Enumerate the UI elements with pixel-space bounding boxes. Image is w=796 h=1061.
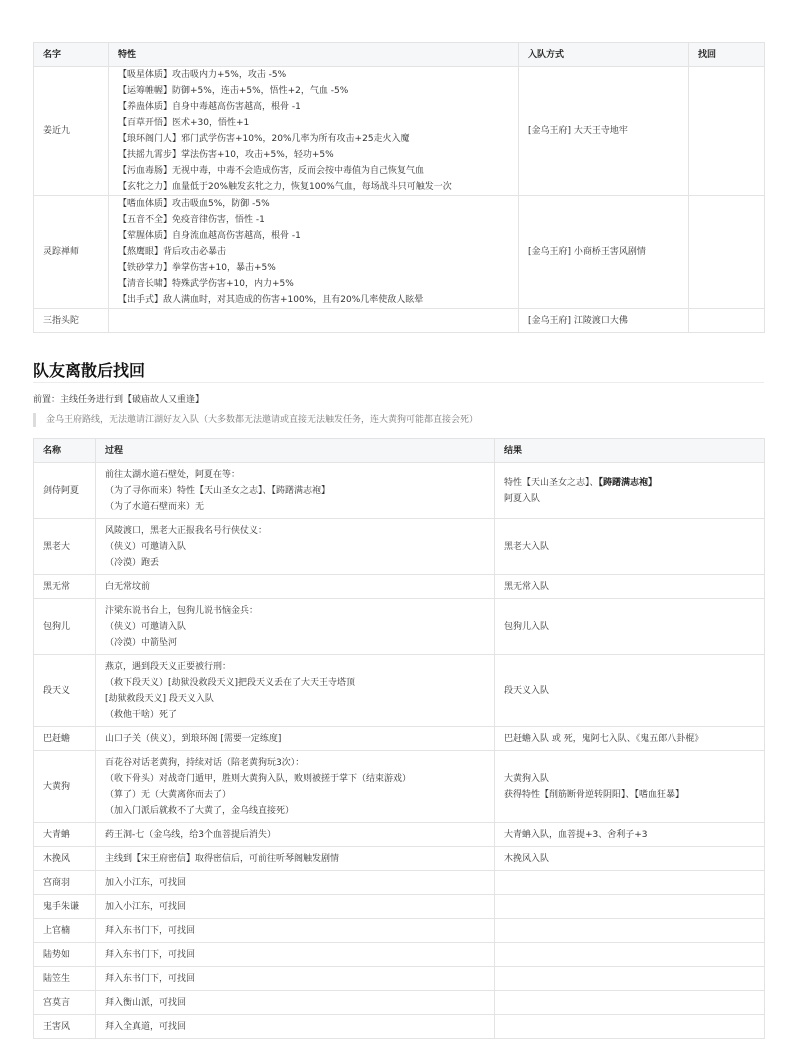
character-name: 段天义: [34, 655, 96, 727]
process-cell: [96, 575, 495, 599]
prerequisite-text: 前置：主线任务进行到【破庙故人又重逢】: [33, 395, 205, 405]
table-row: [34, 519, 765, 575]
table-row: [34, 919, 765, 943]
process-cell: [96, 895, 495, 919]
trait-item: 【吸星体质】攻击吸内力+5%，攻击 -5%: [118, 70, 287, 80]
process-line: 山口子关（侠义），到琅环阁 [需要一定练度]: [105, 733, 282, 744]
result-cell: [495, 727, 765, 751]
process-line: 拜入东书门下，可找回: [105, 925, 196, 936]
character-name: 姜近九: [34, 67, 109, 196]
result-bold: 【踌躇满志袍】: [598, 477, 658, 488]
process-line: 加入小江东，可找回: [105, 877, 187, 888]
table-row: [34, 727, 765, 751]
process-line: 拜入东书门下，可找回: [105, 973, 196, 984]
table-header-row: [34, 43, 765, 67]
character-name: 包狗儿: [34, 599, 96, 655]
process-line: 加入小江东，可找回: [105, 901, 187, 912]
trait-item: 【养蛊体质】自身中毒越高伤害越高，根骨 -1: [118, 102, 301, 112]
process-cell: [96, 463, 495, 519]
process-line: （侠义）可邀请入队: [105, 541, 187, 552]
recruit-table: [33, 42, 765, 333]
process-cell: [96, 919, 495, 943]
process-cell: [96, 871, 495, 895]
character-name: 大黄狗: [34, 751, 96, 823]
process-cell: [96, 751, 495, 823]
table-row: [34, 1015, 765, 1039]
result-cell: [495, 575, 765, 599]
process-line: （冷漠）中箭坠河: [105, 637, 178, 648]
character-name: 黑老大: [34, 519, 96, 575]
join-method: [金乌王府] 江陵渡口大佛: [519, 309, 689, 333]
trait-item: 【琅环阁门人】邪门武学伤害+10%，20%几率为所有攻击+25走火入魔: [118, 134, 410, 144]
result-cell: [495, 871, 765, 895]
result-cell: [495, 519, 765, 575]
process-line: 前往太湖水道石壁处，阿夏在等：: [105, 469, 241, 480]
table-row: [34, 575, 765, 599]
process-line: [劫狱救段天义] 段天义入队: [105, 693, 214, 704]
process-cell: [96, 655, 495, 727]
table-row: [34, 823, 765, 847]
trait-item: 【铁砂掌力】拳掌伤害+10，暴击+5%: [118, 263, 276, 273]
trait-item: 【嗜血体质】攻击吸血5%，防御 -5%: [118, 199, 270, 209]
recover-table: [33, 438, 765, 1039]
process-cell: [96, 1015, 495, 1039]
result-line: 木挽风入队: [504, 853, 550, 864]
note-quote: 金乌王府路线，无法邀请江湖好友入队（大多数都无法邀请或直接无法触发任务，连大黄狗可能都直接会死）: [33, 413, 478, 427]
process-cell: [96, 943, 495, 967]
character-name: 鬼手朱谦: [34, 895, 96, 919]
result-cell: [495, 919, 765, 943]
recover-cell: [689, 67, 765, 196]
table-row: [34, 895, 765, 919]
result-cell: [495, 943, 765, 967]
trait-item: 【运筹帷幄】防御+5%，连击+5%，悟性+2，气血 -5%: [118, 86, 349, 96]
process-cell: [96, 847, 495, 871]
join-method: [金乌王府] 大天王寺地牢: [519, 67, 689, 196]
result-cell: [495, 991, 765, 1015]
table-row: [34, 967, 765, 991]
header-recover: 找回: [689, 43, 765, 67]
process-cell: [96, 519, 495, 575]
result-line: 大黄狗入队: [504, 773, 550, 784]
trait-item: 【玄牝之力】血量低于20%触发玄牝之力，恢复100%气血，每场战斗只可触发一次: [118, 182, 452, 192]
process-line: （为了水道石壁而来）无: [105, 501, 205, 512]
result-cell: [495, 847, 765, 871]
character-name: 剑侍阿夏: [34, 463, 96, 519]
character-name: 上官楠: [34, 919, 96, 943]
process-line: 燕京，遇到段天义正要被行刑：: [105, 661, 232, 672]
process-line: （冷漠）跑丢: [105, 557, 160, 568]
result-line: 阿夏入队: [504, 493, 541, 504]
character-name: 宫莫言: [34, 991, 96, 1015]
table-row: [34, 751, 765, 823]
character-name: 大青蚺: [34, 823, 96, 847]
result-line: 大青蚺入队，血菩提+3、舍利子+3: [504, 829, 648, 840]
result-cell: [495, 463, 765, 519]
table-header-row: [34, 439, 765, 463]
table-row: [34, 309, 765, 333]
trait-list: [109, 67, 519, 196]
process-line: （算了）无（大黄离你而去了）: [105, 789, 232, 800]
process-cell: [96, 727, 495, 751]
process-line: 拜入东书门下，可找回: [105, 949, 196, 960]
process-line: 拜入全真道，可找回: [105, 1021, 187, 1032]
table-row: [34, 943, 765, 967]
process-line: 风陵渡口，黑老大正报我名号行侠仗义：: [105, 525, 268, 536]
process-cell: [96, 823, 495, 847]
character-name: 灵踪禅师: [34, 196, 109, 309]
result-line: 段天义入队: [504, 685, 550, 696]
result-cell: [495, 655, 765, 727]
header-name: 名称: [34, 439, 96, 463]
result-cell: [495, 823, 765, 847]
process-line: （为了寻你而来）特性【天山圣女之志】、【踌躇满志袍】: [105, 485, 331, 496]
process-cell: [96, 967, 495, 991]
header-traits: 特性: [109, 43, 519, 67]
join-method: [金乌王府] 小商桥王害风剧情: [519, 196, 689, 309]
process-line: 汴梁东说书台上，包狗儿说书恼金兵：: [105, 605, 259, 616]
header-result: 结果: [495, 439, 765, 463]
trait-item: 【荤腥体质】自身流血越高伤害越高，根骨 -1: [118, 231, 301, 241]
section-title: 队友离散后找回: [33, 361, 146, 380]
table-row: [34, 847, 765, 871]
process-line: 主线到【宋王府密信】取得密信后，可前往听琴阁触发剧情: [105, 853, 340, 864]
trait-item: 【熬鹰眼】背后攻击必暴击: [118, 247, 227, 257]
process-line: （侠义）可邀请入队: [105, 621, 187, 632]
character-name: 陆势如: [34, 943, 96, 967]
header-process: 过程: [96, 439, 495, 463]
result-line: 黑老大入队: [504, 541, 550, 552]
table-row: [34, 871, 765, 895]
result-part: 特性【天山圣女之志】、: [504, 477, 599, 488]
result-cell: [495, 1015, 765, 1039]
result-cell: [495, 895, 765, 919]
result-line: 巴赶蟾入队 或 死，鬼阿七入队、《鬼五郎八卦棍》: [504, 733, 704, 744]
trait-item: 【出手式】敌人满血时，对其造成的伤害+100%，且有20%几率使敌人眩晕: [118, 295, 424, 305]
trait-item: 【扶摇九霄步】掌法伤害+10，攻击+5%，轻功+5%: [118, 150, 334, 160]
process-line: （收下骨头）对战奇门遁甲，胜则大黄狗入队，败则被搓于掌下（结束游戏）: [105, 773, 412, 784]
result-line: [504, 475, 755, 491]
character-name: 巴赶蟾: [34, 727, 96, 751]
process-line: （加入门派后就救不了大黄了，金乌线直接死）: [105, 805, 295, 816]
recover-cell: [689, 309, 765, 333]
process-line: 药王洞-七（金乌线，给3个血菩提后消失）: [105, 829, 276, 840]
table-row: [34, 196, 765, 309]
process-line: （救他干啥）死了: [105, 709, 178, 720]
trait-list: [109, 196, 519, 309]
process-line: 百花谷对话老黄狗，持续对话（陪老黄狗玩3次）：: [105, 757, 305, 768]
trait-item: 【清音长啸】特殊武学伤害+10，内力+5%: [118, 279, 294, 289]
character-name: 王害风: [34, 1015, 96, 1039]
trait-item: 【五音不全】免疫音律伤害，悟性 -1: [118, 215, 265, 225]
character-name: 三指头陀: [34, 309, 109, 333]
character-name: 陆笠生: [34, 967, 96, 991]
table-row: [34, 67, 765, 196]
header-join: 入队方式: [519, 43, 689, 67]
trait-item: 【百草开悟】医术+30，悟性+1: [118, 118, 250, 128]
process-line: 拜入衡山派，可找回: [105, 997, 187, 1008]
process-cell: [96, 991, 495, 1015]
result-cell: [495, 599, 765, 655]
character-name: 黑无常: [34, 575, 96, 599]
result-cell: [495, 967, 765, 991]
divider: [33, 382, 764, 383]
result-line: 获得特性【削筋断骨逆转阴阳】、【嗜血狂暴】: [504, 789, 685, 800]
table-row: [34, 655, 765, 727]
result-line: 包狗儿入队: [504, 621, 550, 632]
process-cell: [96, 599, 495, 655]
table-row: [34, 463, 765, 519]
trait-list: [109, 309, 519, 333]
character-name: 木挽风: [34, 847, 96, 871]
table-row: [34, 599, 765, 655]
header-name: 名字: [34, 43, 109, 67]
result-line: 黑无常入队: [504, 581, 550, 592]
result-cell: [495, 751, 765, 823]
recover-cell: [689, 196, 765, 309]
table-row: [34, 991, 765, 1015]
process-line: 白无常坟前: [105, 581, 151, 592]
process-line: （救下段天义）[劫狱没救段天义]把段天义丢在了大天王寺塔顶: [105, 677, 356, 688]
trait-item: 【污血毒肠】无视中毒，中毒不会造成伤害，反而会按中毒值为自己恢复气血: [118, 166, 425, 176]
character-name: 宫商羽: [34, 871, 96, 895]
